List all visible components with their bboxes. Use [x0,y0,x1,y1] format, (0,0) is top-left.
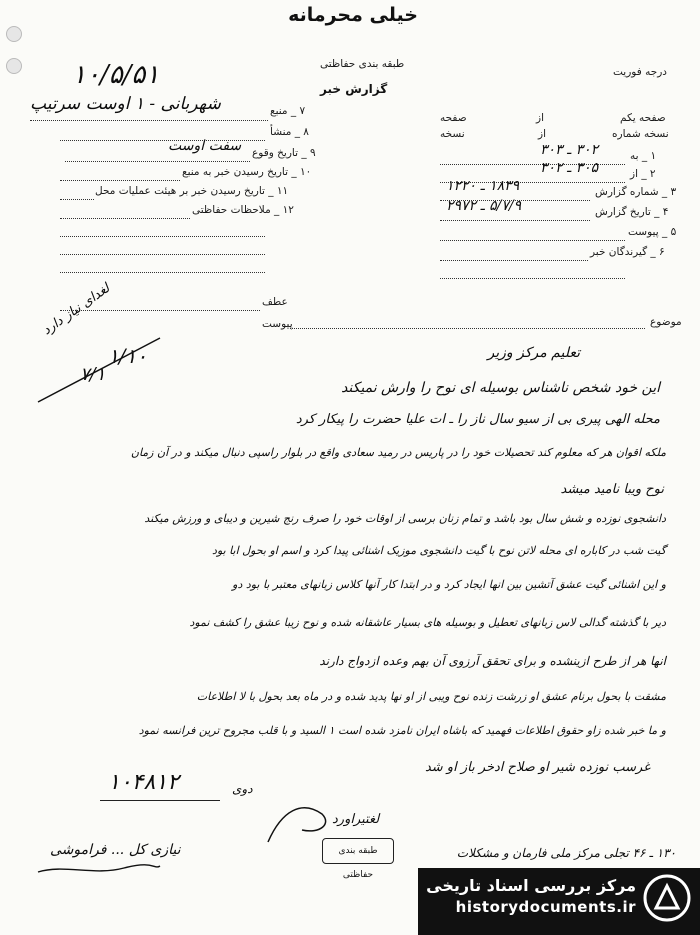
body-line: ملکه اقوان هر که معلوم کند تحصیلات خود را در پاریس در رمید سعادی واقع در بلوار راسپی دنبال میکند و در آن زمان [130,446,666,459]
field-occurrence-date-line [65,161,250,162]
field-recipients-line-1 [440,260,588,261]
field-security-notes-label: ۱۲ _ ملاحظات حفاظتی [192,204,294,216]
page-number-label: صفحه یکم [620,112,666,124]
page-of-label: از [536,112,544,124]
priority-label: درجه فوریت [613,66,667,78]
field-received-by-source-label: ۱۰ _ تاریخ رسیدن خبر به منبع [182,166,312,178]
document-title: گزارش خبر [320,82,388,96]
punch-hole-bottom [6,58,22,74]
body-line: دیر با گذشته گدالی لاس زبانهای تعطیل و بوسیله های بسیار عاشقانه شده و نوح زیبا عشق را کشف نمود [189,616,666,629]
margin-note-line2: ۱/۱۰ [108,344,147,368]
copy-of-label: از [538,128,546,140]
field-attachment-label: ۵ _ پیوست [628,226,677,238]
field-security-notes-line-3 [60,254,265,255]
body-line: این خود شخص ناشناس بوسیله ای نوح را وارش نمیکند [341,380,660,396]
page-word-label: صفحه [440,112,467,124]
field-origin-label: ۸ _ منشأ [270,126,309,138]
body-line: گیت شب در کاباره ای محله لاتن نوح با گیت دانشجوی موزیک اشنائی پیدا کرد و اسم او بحول ابا بود [212,544,666,557]
signature-mark: دوی [232,782,253,796]
field-attachment-line [440,240,625,241]
copy-number-label: نسخه شماره [612,128,669,140]
body-line: و این اشنائی گیت عشق آتشین بین انها ایجاد کرد و در ابتدا کار آنها کلاس زبانهای معتبر با بود دو [232,578,666,591]
field-security-notes-line-2 [60,236,265,237]
bottom-left-stroke [34,860,164,880]
footer-classification-stamp: طبقه بندی حفاظتی [322,838,394,864]
footer-handwritten-note: ۱۳۰ ـ ۴۶ تجلی مرکز ملی فارمان و مشکلات [456,846,676,860]
body-signoff: لغتیراورد [332,812,380,827]
copy-word-label: نسخه [440,128,465,140]
body-line: نوح ویبا نامید میشد [560,482,664,497]
punch-hole-top [6,26,22,42]
body-line: دانشجوی نوزده و شش سال بود باشد و تمام زنان برسی از اوقات خود را صرف رنج شیرین و دیبای و ورزش میکند [144,512,666,525]
field-recipients-label: ۶ _ گیرندگان خبر [590,246,665,258]
margin-note-line1: لغدای نیاز دارد [40,281,113,339]
field-report-date-line [440,220,590,221]
body-line: غرسب نوزده شیر او صلاح ادخر باز او شد [424,760,650,775]
field-received-by-ops-line [60,199,94,200]
field-security-notes-line-1 [60,218,190,219]
body-line: و ما خبر شده زاو حقوق اطلاعات فهمید که باشاه ایران نامزد شده است ۱ السید و با قلب مجروح ترین فرانسه نمود [138,724,666,737]
field-report-number-value: ۱۸۳۹ ـ ۱۲۲۰ [446,178,520,194]
field-occurrence-date-label: ۹ _ تاریخ وقوع [252,147,316,159]
field-received-by-source-line [60,180,180,181]
field-from-label: ۲ _ از [630,168,656,180]
body-line: محله الهی پیری بی از سیو سال ناز را ـ ات علیا حضرت را پیکار کرد [295,412,660,427]
ref-label: عطف [262,296,288,308]
handwritten-reference-number: ۱۰۴۸۱۲ [108,770,179,795]
bottom-left-signature: نیازی کل ... فراموشی [50,842,181,858]
field-source-value: شهربانی - ۱ اوست سرتیپ [30,94,221,114]
archive-logo-url: historydocuments.ir [455,898,636,916]
field-report-date-value: ۵/۷/۹ ـ ۲۹۷۲ [446,198,522,214]
field-report-date-label: ۴ _ تاریخ گزارش [595,206,669,218]
classification-label: طبقه بندی حفاظتی [320,58,405,70]
handwritten-date: ۱۰/۵/۵۱ [72,60,160,90]
field-occurrence-date-value: سفت اوست [168,138,242,154]
archive-logo-title: مرکز بررسی اسناد تاریخی [426,876,636,895]
field-recipients-line-2 [440,278,625,279]
field-to-value: ۳۰۲ ـ ۳۰۳ [540,142,599,158]
field-report-number-label: ۳ _ شماره گزارش [595,186,677,198]
margin-note-line3: ۷/۱ [80,364,106,385]
body-line: مشقت با بحول برنام عشق او زرشت زنده نوح ویبی از او نها پدید شده و در ماه بعد بحول با لا اطلاعات [196,690,666,703]
subject-line [290,328,645,329]
subject-label: موضوع [650,316,682,328]
field-from-value: ۳۰۵ ـ ۳۰۲ [540,160,599,176]
archive-logo-icon [642,872,692,924]
top-classification-stamp: خیلی محرمانه [288,4,418,26]
ref-line [60,310,260,311]
number-underline [100,800,220,801]
margin-diagonal-stroke [30,330,170,410]
field-source-label: ۷ _ منبع [270,105,306,117]
field-security-notes-line-4 [60,272,265,273]
field-received-by-ops-label: ۱۱ _ تاریخ رسیدن خبر بر هیئت عملیات محل [95,185,289,197]
field-to-label: ۱ _ به [630,150,657,162]
ref-attachment-label: پیوست [262,318,293,330]
field-source-line [30,120,268,121]
body-salutation: تعلیم مرکز وزیر [487,345,580,361]
body-line: انها هر از طرح ازینشده و برای تحقق آرزوی آن بهم وعده ازدواج دارند [319,654,666,668]
